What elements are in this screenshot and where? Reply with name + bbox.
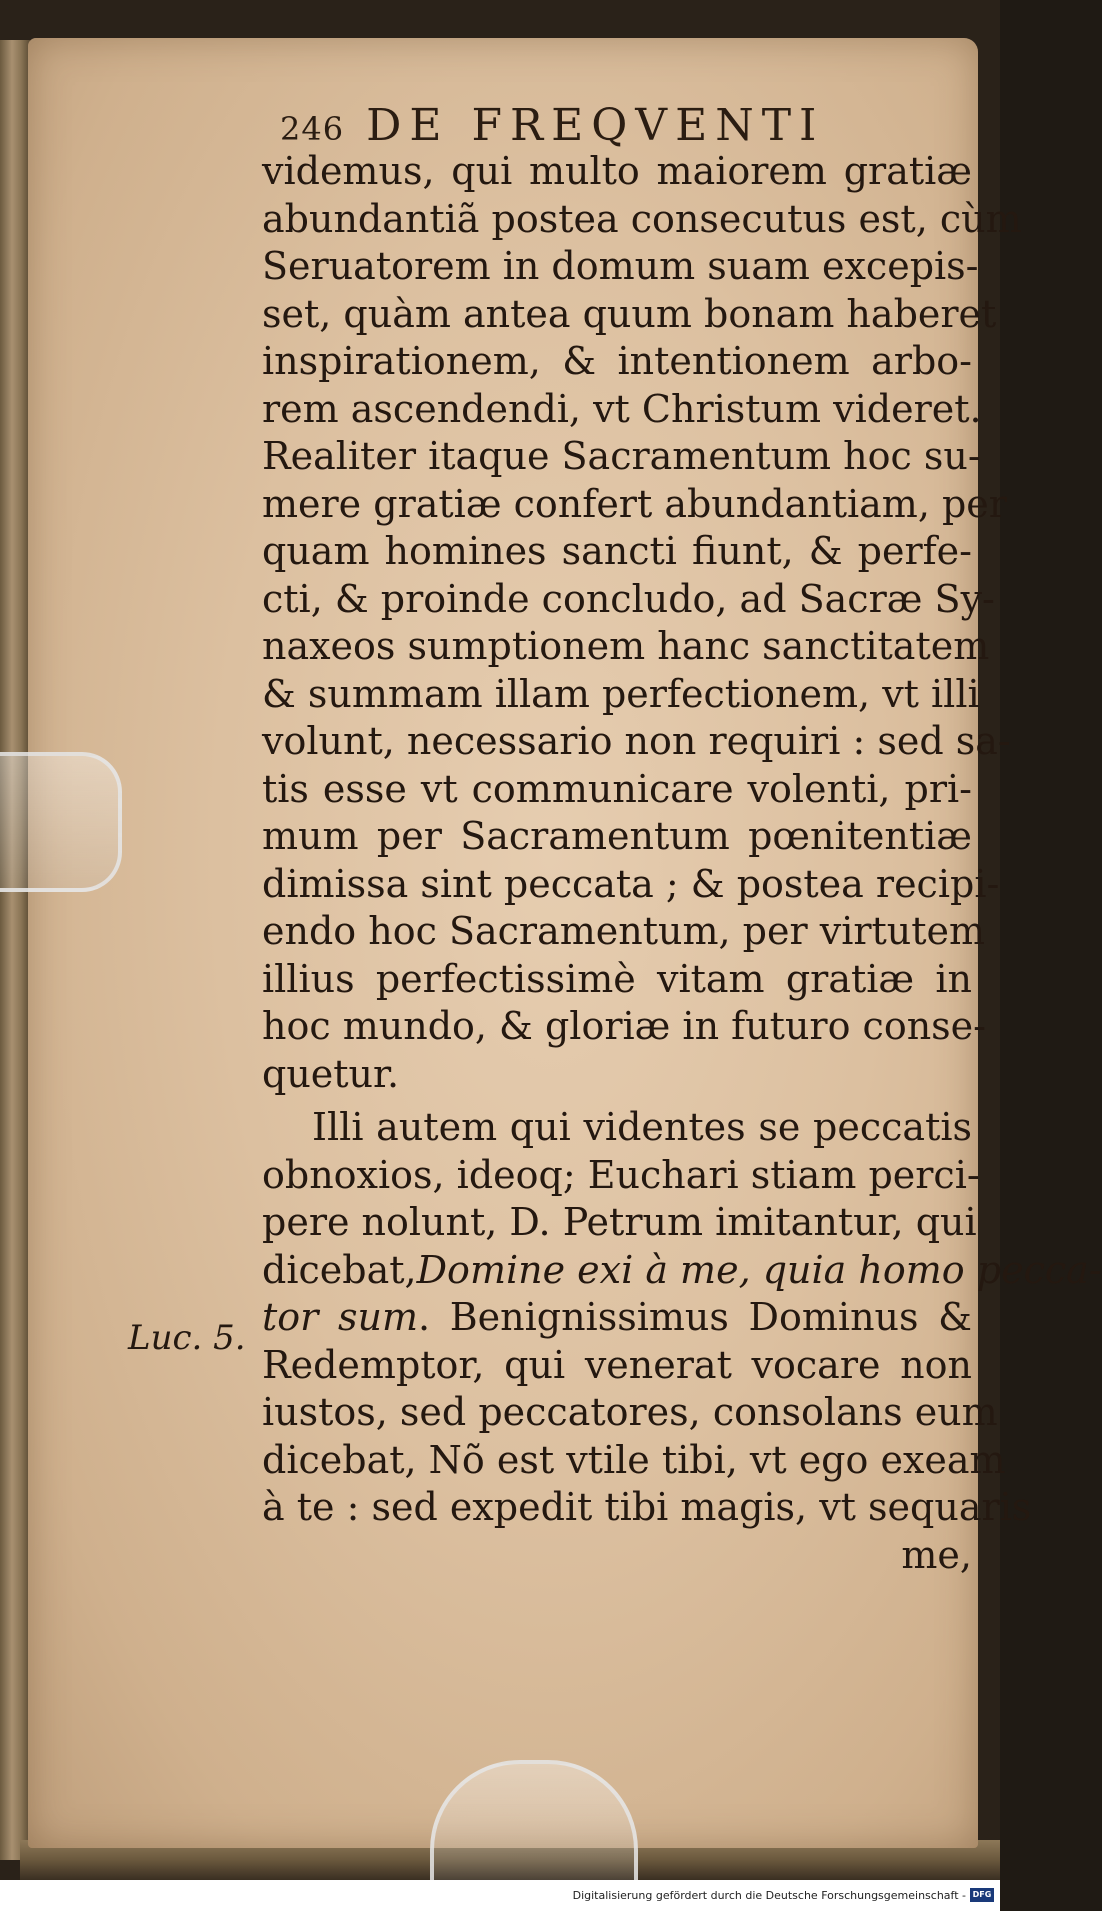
text-line: & summam illam perfectionem, vt illi (262, 671, 980, 716)
paragraph-1 (262, 148, 1022, 1098)
text-fragment: . Benignissimus Dominus & (417, 1295, 972, 1339)
text-line: tis esse vt communicare volenti, pri- (262, 766, 972, 811)
footer-credit: Digitalisierung gefördert durch die Deutsche Forschungsgemeinschaft - (572, 1889, 966, 1902)
text-line: quetur. (262, 1051, 400, 1096)
dfg-logo-icon: DFG (970, 1888, 994, 1902)
text-line: videmus, qui multo maiorem gratiæ (262, 149, 972, 193)
text-line: volunt, necessario non requiri : sed sa- (262, 719, 1011, 763)
text-line: cti, & proinde concludo, ad Sacræ Sy- (262, 576, 995, 621)
text-line: illius perfectissimè vitam gratiæ in (262, 956, 972, 1001)
text-line: Redemptor, qui venerat vocare non (262, 1342, 972, 1387)
text-line: pere nolunt, D. Petrum imitantur, qui (262, 1200, 977, 1244)
text-line: dicebat, Nõ est vtile tibi, vt ego exeam (262, 1437, 1006, 1482)
margin-note: Luc. 5. (128, 1318, 246, 1358)
text-line: inspirationem, & intentionem arbo- (262, 339, 972, 383)
text-line: mum per Sacramentum pœnitentiæ (262, 814, 972, 858)
page-number: 246 (280, 110, 345, 148)
text-line: Seruatorem in domum suam excepis- (262, 244, 979, 288)
text-line: mere gratiæ confert abundantiam, per (262, 481, 1007, 526)
text-line: set, quàm antea quum bonam haberet (262, 291, 997, 336)
text-line: iustos, sed peccatores, consolans eum (262, 1390, 998, 1434)
text-line: abundantiã postea consecutus est, cùm (262, 196, 1022, 241)
text-line: à te : sed expedit tibi magis, vt sequaris (262, 1485, 1032, 1529)
book-edge-left (0, 40, 30, 1860)
text-line: obnoxios, ideoq; Euchari stiam perci- (262, 1152, 980, 1197)
running-header (280, 100, 824, 151)
italic-quote: Domine exi à me, quia homo pecca- (416, 1247, 1102, 1292)
text-line: naxeos sumptionem hanc sanctitatem (262, 624, 990, 668)
book-clip-left (0, 752, 122, 892)
text-line: Illi autem qui videntes se peccatis (312, 1105, 972, 1149)
text-line: dimissa sint peccata ; & postea recipi- (262, 861, 1000, 906)
text-line: hoc mundo, & gloriæ in futuro conse- (262, 1004, 987, 1048)
text-line: rem ascendendi, vt Christum videret. (262, 386, 982, 431)
text-fragment: dicebat, (262, 1247, 417, 1292)
body-text (262, 148, 1102, 1579)
catchword: me, (901, 1532, 972, 1577)
italic-quote: tor sum (262, 1295, 418, 1339)
paragraph-2 (262, 1104, 1102, 1579)
running-title: DE FREQVENTI (366, 100, 825, 151)
text-line: Realiter itaque Sacramentum hoc su- (262, 434, 981, 478)
text-line (262, 1247, 1102, 1295)
text-line (262, 1294, 972, 1342)
text-line: quam homines sancti fiunt, & perfe- (262, 529, 972, 573)
text-line: endo hoc Sacramentum, per virtutem (262, 909, 986, 953)
